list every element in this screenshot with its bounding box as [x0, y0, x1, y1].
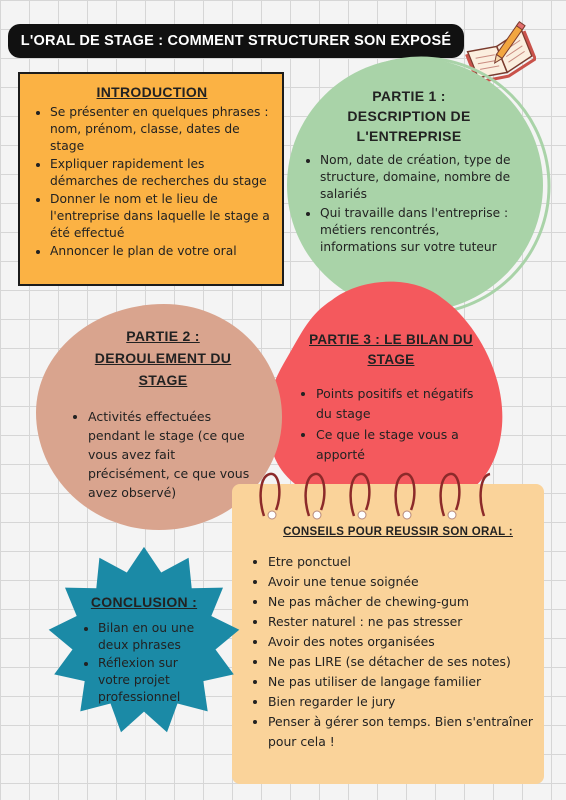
- conseils-list: [250, 552, 540, 752]
- list-item: • Se présenter en quelques phrases : nom, prénom, classe, dates de stage: [50, 104, 272, 155]
- partie1-heading-line: L'ENTREPRISE: [356, 128, 462, 144]
- list-item: • Expliquer rapidement les démarches de recherches du stage: [50, 156, 272, 190]
- partie2-heading: [70, 325, 256, 391]
- introduction-list: [32, 104, 272, 260]
- partie2-section: [70, 325, 256, 503]
- partie1-heading-line: DESCRIPTION DE: [347, 108, 471, 124]
- list-item: • Points positifs et négatifs du stage: [316, 384, 484, 424]
- list-item: • Activités effectuées pendant le stage (ce que vous avez fait précisément, ce que vous avez observé): [88, 407, 256, 502]
- list-item: • Annoncer le plan de votre oral: [50, 243, 272, 260]
- partie1-heading: [302, 86, 516, 146]
- list-item: • Donner le nom et le lieu de l'entreprise dans laquelle le stage a été effectué: [50, 191, 272, 242]
- list-item: • Ne pas mâcher de chewing-gum: [268, 592, 540, 612]
- conclusion-heading: CONCLUSION :: [90, 594, 198, 610]
- page-title: L'ORAL DE STAGE : COMMENT STRUCTURER SON EXPOSÉ: [8, 24, 464, 58]
- partie2-heading-line: DEROULEMENT DU: [94, 350, 232, 366]
- partie3-section: [298, 330, 484, 466]
- partie2-heading-line: PARTIE 2 :: [126, 328, 200, 344]
- list-item: • Nom, date de création, type de structure, domaine, nombre de salariés: [320, 152, 516, 204]
- introduction-box: [18, 72, 284, 286]
- list-item: • Bilan en ou une deux phrases: [98, 620, 210, 654]
- partie3-list: [298, 384, 484, 465]
- list-item: • Ne pas utiliser de langage familier: [268, 672, 540, 692]
- partie3-heading: PARTIE 3 : LE BILAN DU STAGE: [309, 332, 473, 367]
- list-item: • Rester naturel : ne pas stresser: [268, 612, 540, 632]
- conseils-section: [250, 524, 540, 752]
- partie2-list: [70, 407, 256, 502]
- list-item: • Qui travaille dans l'entreprise : métiers rencontrés, informations sur votre tuteur: [320, 205, 516, 257]
- list-item: • Avoir des notes organisées: [268, 632, 540, 652]
- introduction-heading: INTRODUCTION: [96, 84, 208, 100]
- partie1-heading-line: PARTIE 1 :: [372, 88, 446, 104]
- list-item: • Penser à gérer son temps. Bien s'entraîner pour cela !: [268, 712, 540, 752]
- conclusion-section: [80, 592, 210, 707]
- conclusion-list: [80, 620, 210, 706]
- list-item: • Bien regarder le jury: [268, 692, 540, 712]
- list-item: • Réflexion sur votre projet professionnel: [98, 655, 210, 706]
- list-item: • Avoir une tenue soignée: [268, 572, 540, 592]
- partie2-heading-line: STAGE: [138, 372, 188, 388]
- partie1-section: [302, 86, 516, 257]
- list-item: • Ne pas LIRE (se détacher de ses notes): [268, 652, 540, 672]
- list-item: • Etre ponctuel: [268, 552, 540, 572]
- list-item: • Ce que le stage vous a apporté: [316, 425, 484, 465]
- conseils-heading: CONSEILS POUR REUSSIR SON ORAL :: [283, 526, 513, 538]
- spiral-rings-decoration: [252, 466, 492, 522]
- partie1-list: [302, 152, 516, 256]
